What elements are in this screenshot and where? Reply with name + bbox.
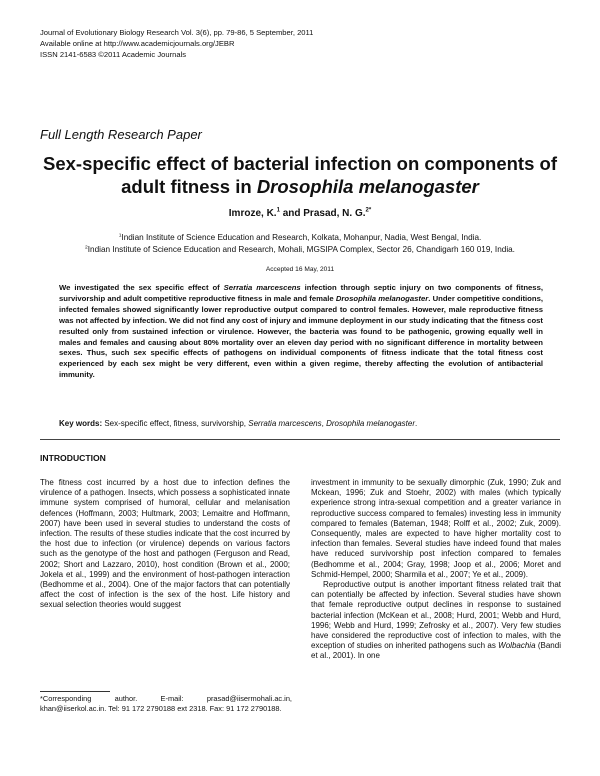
body-paragraph: investment in immunity to be sexually dimorphic (Zuk, 1990; Zuk and Mckean, 1996; Zuk and Stoehr, 2002) with males (which typically experience strong intra-sexual competition and a greater variance in reproductive success compared to females) investing less in immunity compared to females (Bateman, 1948; Rolff et al., 2002; Zuk, 2009). Consequently, males are expected to have higher mortality cost to infection than females. Several studies have indeed found that males have reduced survivorship post infection compared to females (Bedhomme et al., 2004; Gray, 1998; Joop et al., 2006; Moret and Schmid-Hempel, 2000; Sharmila et al., 2007; Ye et al., 2009). xyxy=(311,478,561,579)
author-name: Prasad, N. G. xyxy=(303,208,366,219)
affiliation-1 xyxy=(40,233,560,242)
body-column-left xyxy=(40,478,290,611)
journal-header xyxy=(40,27,313,60)
species-name: Drosophila melanogaster xyxy=(335,293,429,303)
author-name: Imroze, K. xyxy=(228,208,277,219)
author-affil-mark: 1 xyxy=(276,207,280,214)
keywords-label: Key words: xyxy=(59,419,103,428)
authors xyxy=(40,208,560,219)
species-name: Serratia marcescens xyxy=(223,283,301,292)
journal-citation: Journal of Evolutionary Biology Research Vol. 3(6), pp. 79-86, 5 September, 2011 xyxy=(40,28,314,37)
body-paragraph: The fitness cost incurred by a host due to infection defines the virulence of a pathogen. Insects, which possess a sophisticated innate immune system comprised of humoral, cellular and melanisation defences (Hoffmann, 2003; Hultmark, 2003; Lemaitre and Hoffmann, 2007) have been used in several studies to understand the costs of infection. The results of these studies indicate that the cost incurred by the host due to infection (or virulence) depends on various factors such as the genotype of the host and pathogen (Ferguson and Read, 2002; Short and Lazzaro, 2010), host condition (Brown et al., 2000; Jokela et al., 1999) and the environment of host-pathogen interaction (Bedhomme et al., 2004). One of the major factors that can potentially affect the cost of infection is the sex of the host. Life history and sexual selection theories would suggest xyxy=(40,478,290,610)
affil-text: Indian Institute of Science Education and Research, Mohali, MGSIPA Complex, Sector 26, Chandigarh 160 019, India. xyxy=(87,245,515,254)
section-heading: INTRODUCTION xyxy=(40,453,106,463)
affil-text: Indian Institute of Science Education and Research, Kolkata, Mohanpur, Nadia, West Bengal, India. xyxy=(121,233,482,242)
title-text: Sex-specific effect of bacterial infection on components of adult fitness in xyxy=(43,153,557,197)
section-divider xyxy=(40,439,560,440)
paper-category: Full Length Research Paper xyxy=(40,127,202,142)
paper-title xyxy=(40,152,560,198)
abstract: We investigated the sex specific effect of Serratia marcescens infection through septic injury on two components of fitness, survivorship and adult competitive reproductive fitness in male and female Drosophila melanogaster. Under competitive conditions, infected females showed significantly lower reproductive output compared to control females. However, male reproductive fitness was not affected by infection. We did not find any cost of injury and immune deployment in our study indicating that the fitness cost resulted only from sustained infection or virulence. However, the bacteria was found to be pathogenic, growing equally well in males and females and causing about 80% mortality over an eleven day period with no significant difference in mortality between sexes. Thus, such sex specific effects of pathogens on individual components of fitness indicate that the total fitness cost experienced by each sex might be very different, even within a given regime, thereby affecting the evolution of antibacterial immunity. xyxy=(59,283,543,380)
affiliation-2 xyxy=(40,245,560,254)
journal-issn: ISSN 2141-6583 ©2011 Academic Journals xyxy=(40,50,187,59)
author-separator: and xyxy=(279,208,304,219)
title-species: Drosophila melanogaster xyxy=(256,176,479,197)
body-paragraph: Reproductive output is another important fitness related trait that can potentially be affected by infection. Several studies have shown that female reproductive output declines in response to sustained bacterial infection (McKean et al., 2008; Hurd, 2001; Webb and Hurd, 1996; Webb and Hurd, 1999; Zefrosky et al., 2007). Very few studies have considered the reproductive cost of infection to males, with the exception of studies on inherited pathogens such as Wolbachia (Bandi et al., 2001). In one xyxy=(311,580,561,661)
affil-mark: 1 xyxy=(118,233,122,239)
journal-url: Available online at http://www.academicjournals.org/JEBR xyxy=(40,39,235,48)
accepted-date: Accepted 16 May, 2011 xyxy=(265,266,335,273)
affil-mark: 2 xyxy=(85,245,88,251)
keywords: Key words: Sex-specific effect, fitness, survivorship, Serratia marcescens, Drosophila melanogaster. xyxy=(59,419,418,428)
footnote-divider xyxy=(40,691,110,692)
body-column-right xyxy=(311,478,561,662)
author-affil-mark: 2* xyxy=(365,207,372,214)
corresponding-author-footnote: *Corresponding author. E-mail: prasad@iisermohali.ac.in, khan@iiserkol.ac.in. Tel: 91 172 2790188 ext 2318. Fax: 91 172 2790188. xyxy=(40,694,292,713)
